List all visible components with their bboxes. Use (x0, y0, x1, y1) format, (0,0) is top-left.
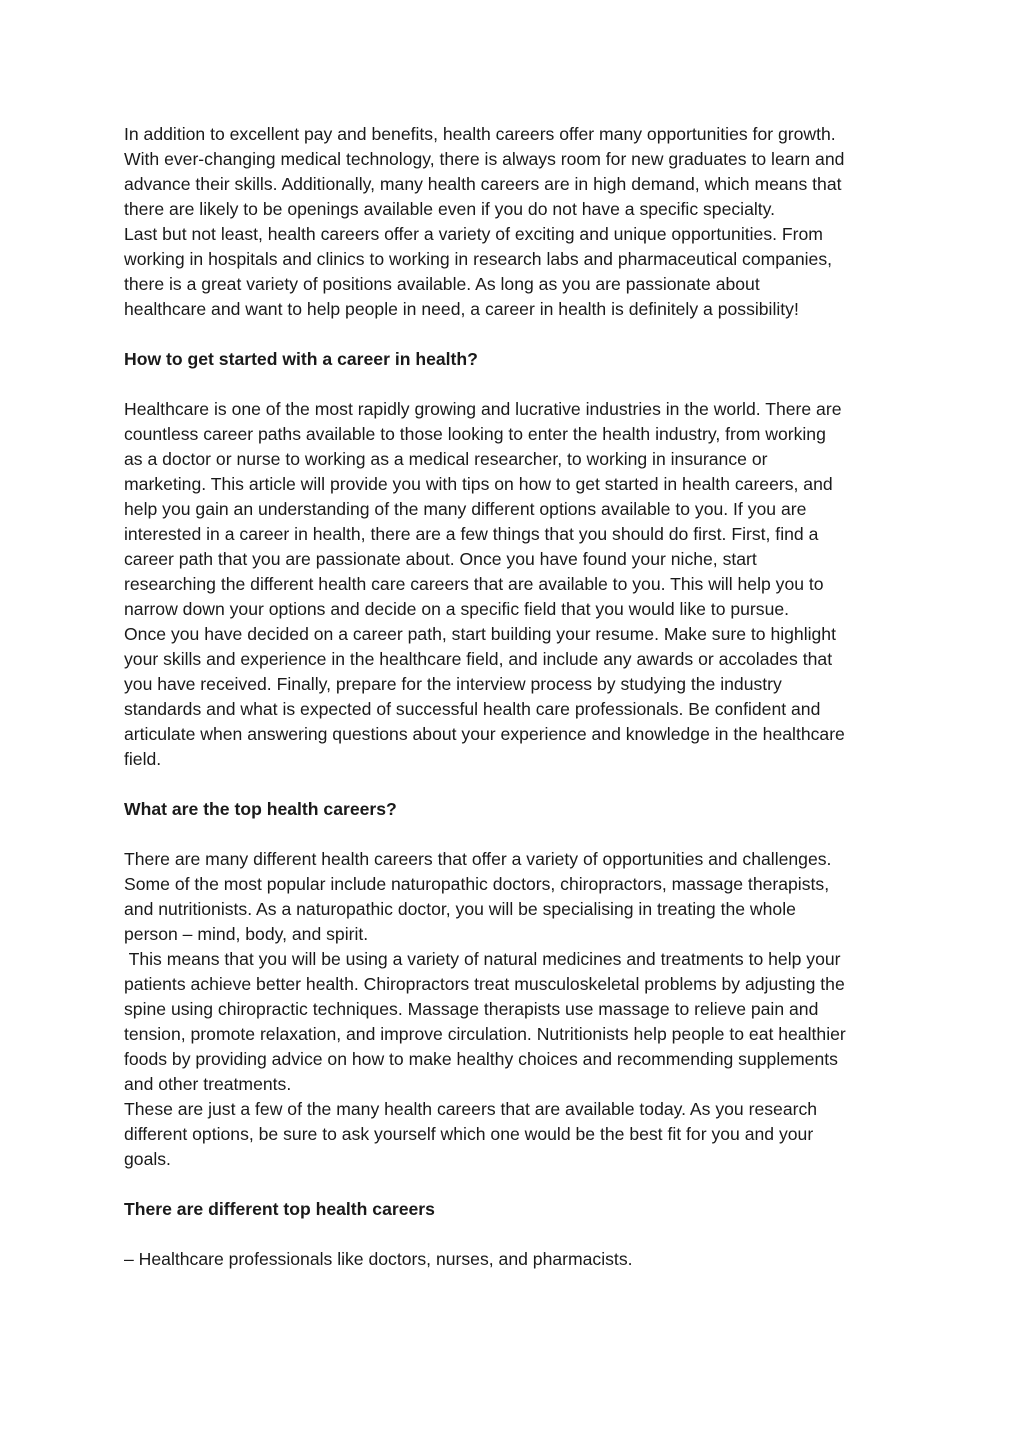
paragraph-line: there is a great variety of positions available. As long as you are passionate about (124, 274, 760, 294)
list-item: – Healthcare professionals like doctors, nurses, and pharmacists. (124, 1249, 633, 1269)
paragraph-line: and other treatments. (124, 1074, 292, 1094)
paragraph-line: countless career paths available to those looking to enter the health industry, from working (124, 424, 826, 444)
paragraph-line: tension, promote relaxation, and improve circulation. Nutritionists help people to eat healthier (124, 1024, 846, 1044)
paragraph-line: interested in a career in health, there are a few things that you should do first. First, find a (124, 524, 819, 544)
get-started-paragraph (124, 397, 904, 772)
spacer (124, 822, 904, 847)
spacer (124, 1222, 904, 1247)
section-heading-get-started: How to get started with a career in health? (124, 349, 478, 369)
paragraph-line: patients achieve better health. Chiropractors treat musculoskeletal problems by adjusting the (124, 974, 845, 994)
paragraph-line: working in hospitals and clinics to working in research labs and pharmaceutical companies, (124, 249, 833, 269)
spacer (124, 772, 904, 797)
paragraph-line: standards and what is expected of successful health care professionals. Be confident and (124, 699, 821, 719)
document-page (124, 122, 904, 1272)
paragraph-line: narrow down your options and decide on a specific field that you would like to pursue. (124, 599, 790, 619)
paragraph-line: your skills and experience in the healthcare field, and include any awards or accolades that (124, 649, 833, 669)
paragraph-line: goals. (124, 1149, 171, 1169)
spacer (124, 1172, 904, 1197)
paragraph-line: researching the different health care careers that are available to you. This will help you to (124, 574, 824, 594)
paragraph-line: Once you have decided on a career path, start building your resume. Make sure to highlight (124, 624, 836, 644)
paragraph-line: This means that you will be using a variety of natural medicines and treatments to help your (124, 949, 841, 969)
paragraph-line: Last but not least, health careers offer a variety of exciting and unique opportunities. From (124, 224, 823, 244)
paragraph-line: spine using chiropractic techniques. Massage therapists use massage to relieve pain and (124, 999, 819, 1019)
paragraph-line: field. (124, 749, 162, 769)
section-heading-different-careers: There are different top health careers (124, 1199, 435, 1219)
paragraph-line: there are likely to be openings available even if you do not have a specific specialty. (124, 199, 776, 219)
paragraph-line: and nutritionists. As a naturopathic doctor, you will be specialising in treating the whole (124, 899, 796, 919)
paragraph-line: advance their skills. Additionally, many health careers are in high demand, which means that (124, 174, 842, 194)
paragraph-line: There are many different health careers that offer a variety of opportunities and challenges. (124, 849, 832, 869)
paragraph-line: Some of the most popular include naturopathic doctors, chiropractors, massage therapists, (124, 874, 830, 894)
paragraph-line: articulate when answering questions about your experience and knowledge in the healthcare (124, 724, 845, 744)
paragraph-line: you have received. Finally, prepare for the interview process by studying the industry (124, 674, 782, 694)
paragraph-line: marketing. This article will provide you with tips on how to get started in health careers, and (124, 474, 833, 494)
paragraph-line: With ever-changing medical technology, there is always room for new graduates to learn and (124, 149, 845, 169)
paragraph-line: as a doctor or nurse to working as a medical researcher, to working in insurance or (124, 449, 768, 469)
spacer (124, 322, 904, 347)
intro-paragraph (124, 122, 904, 322)
section-heading-top-careers: What are the top health careers? (124, 799, 397, 819)
paragraph-line: These are just a few of the many health careers that are available today. As you research (124, 1099, 818, 1119)
spacer (124, 372, 904, 397)
paragraph-line: help you gain an understanding of the many different options available to you. If you are (124, 499, 807, 519)
paragraph-line: foods by providing advice on how to make healthy choices and recommending supplements (124, 1049, 838, 1069)
different-careers-list (124, 1247, 904, 1272)
paragraph-line: In addition to excellent pay and benefits, health careers offer many opportunities for growth. (124, 124, 836, 144)
paragraph-line: healthcare and want to help people in need, a career in health is definitely a possibility! (124, 299, 799, 319)
paragraph-line: Healthcare is one of the most rapidly growing and lucrative industries in the world. There are (124, 399, 842, 419)
top-careers-paragraph (124, 847, 904, 1172)
paragraph-line: career path that you are passionate about. Once you have found your niche, start (124, 549, 757, 569)
paragraph-line: person – mind, body, and spirit. (124, 924, 369, 944)
paragraph-line: different options, be sure to ask yourself which one would be the best fit for you and your (124, 1124, 814, 1144)
